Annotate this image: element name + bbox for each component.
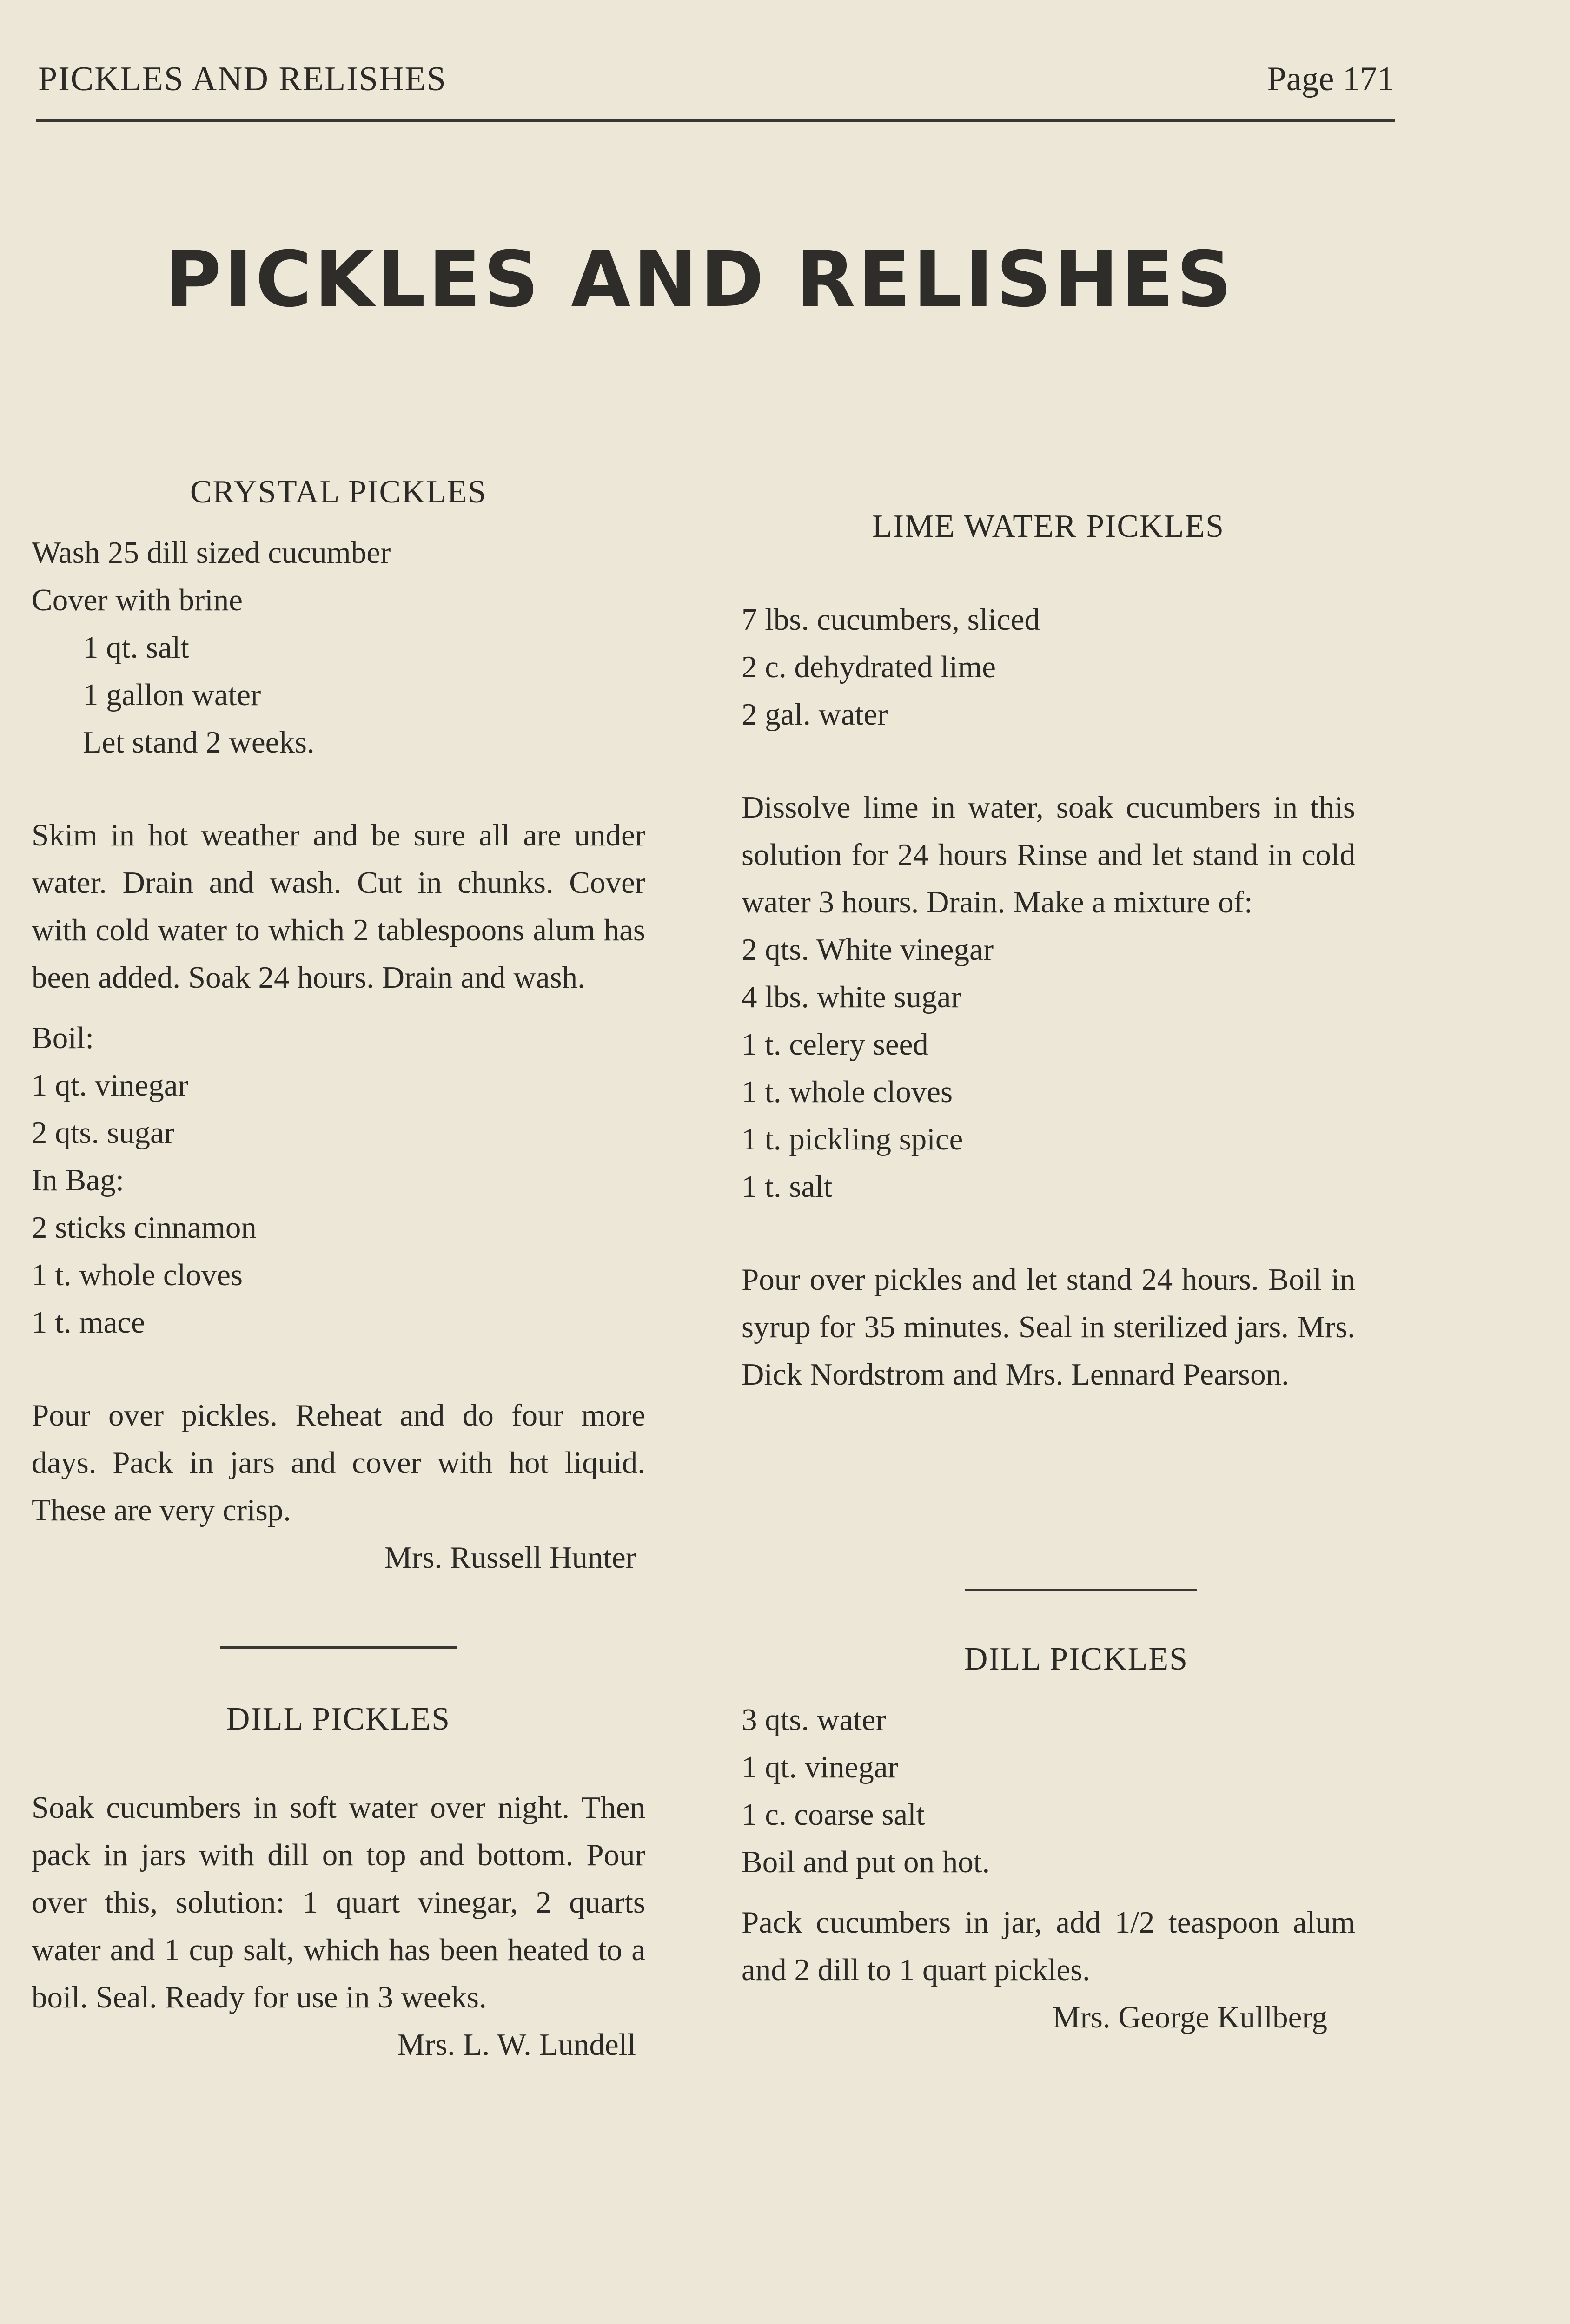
ingredient-line: 2 c. dehydrated lime bbox=[742, 650, 996, 684]
bag-label: In Bag: bbox=[32, 1163, 125, 1197]
ingredient-line: 1 c. coarse salt bbox=[742, 1797, 925, 1832]
ingredient-line: 1 t. pickling spice bbox=[742, 1122, 963, 1156]
page-number: Page 171 bbox=[1267, 60, 1394, 98]
crystal-instructions: Skim in hot weather and be sure all are under water. Drain and wash. Cut in chunks. Cover with cold water to which 2 tablespoons alum has been added. Soak 24 hours. Drain and wash. bbox=[32, 818, 645, 995]
dill-pickles-heading: DILL PICKLES bbox=[226, 1701, 451, 1737]
page-title: PICKLES AND RELISHES bbox=[165, 235, 1235, 324]
boil-label: Boil: bbox=[32, 1021, 94, 1055]
recipe-signature: Mrs. Russell Hunter bbox=[384, 1540, 636, 1575]
ingredient-line: 2 sticks cinnamon bbox=[32, 1210, 257, 1245]
ingredient-line: 2 qts. sugar bbox=[32, 1116, 175, 1150]
ingredient-line: 3 qts. water bbox=[742, 1703, 886, 1737]
ingredient-line: 1 qt. salt bbox=[83, 630, 189, 665]
ingredient-line: 1 t. mace bbox=[32, 1305, 145, 1340]
recipe-signature: Mrs. L. W. Lundell bbox=[397, 2027, 636, 2062]
recipe-line: Wash 25 dill sized cucumber bbox=[32, 535, 391, 570]
running-header: PICKLES AND RELISHES bbox=[38, 60, 447, 98]
dill-pickles-heading: DILL PICKLES bbox=[964, 1641, 1189, 1677]
ingredient-line: 1 qt. vinegar bbox=[32, 1068, 188, 1103]
crystal-pickles-heading: CRYSTAL PICKLES bbox=[190, 474, 487, 510]
lime-instructions: Dissolve lime in water, soak cucumbers in this solution for 24 hours Rinse and let stand in cold water 3 hours. Drain. Make a mixture of: bbox=[742, 790, 1355, 919]
dill-pickles-instructions: Pack cucumbers in jar, add 1/2 teaspoon alum and 2 dill to 1 quart pickles. bbox=[742, 1905, 1355, 1987]
ingredient-line: 1 qt. vinegar bbox=[742, 1750, 898, 1784]
dill-pickles-instructions: Soak cucumbers in soft water over night. Then pack in jars with dill on top and bottom. Pour over this, solution: 1 quart vinegar, 2 quarts water and 1 cup salt, which has been heated to a boil. Seal. Ready for use in 3 weeks. bbox=[32, 1790, 645, 2014]
recipe-signature: Mrs. George Kullberg bbox=[1052, 2000, 1327, 2034]
ingredient-line: 1 gallon water bbox=[83, 678, 261, 712]
recipe-line: Boil and put on hot. bbox=[742, 1845, 990, 1879]
ingredient-line: 7 lbs. cucumbers, sliced bbox=[742, 602, 1040, 637]
ingredient-line: 1 t. whole cloves bbox=[32, 1258, 243, 1292]
ingredient-line: 1 t. salt bbox=[742, 1169, 833, 1204]
crystal-finish-instructions: Pour over pickles. Reheat and do four more days. Pack in jars and cover with hot liquid. These are very crisp. bbox=[32, 1398, 645, 1527]
recipe-line: Let stand 2 weeks. bbox=[83, 725, 315, 759]
right-column bbox=[742, 503, 1355, 2041]
ingredient-line: 1 t. celery seed bbox=[742, 1027, 928, 1062]
ingredient-line: 2 qts. White vinegar bbox=[742, 932, 994, 967]
left-column bbox=[32, 469, 645, 2068]
ingredient-line: 4 lbs. white sugar bbox=[742, 980, 961, 1014]
ingredient-line: 1 t. whole cloves bbox=[742, 1075, 953, 1109]
header-rule bbox=[36, 119, 1395, 122]
lime-water-pickles-heading: LIME WATER PICKLES bbox=[872, 508, 1225, 544]
recipe-line: Cover with brine bbox=[32, 583, 243, 617]
ingredient-line: 2 gal. water bbox=[742, 697, 888, 732]
lime-finish-instructions: Pour over pickles and let stand 24 hours. Boil in syrup for 35 minutes. Seal in sterilized jars. Mrs. Dick Nordstrom and Mrs. Lennard Pearson. bbox=[742, 1262, 1355, 1392]
